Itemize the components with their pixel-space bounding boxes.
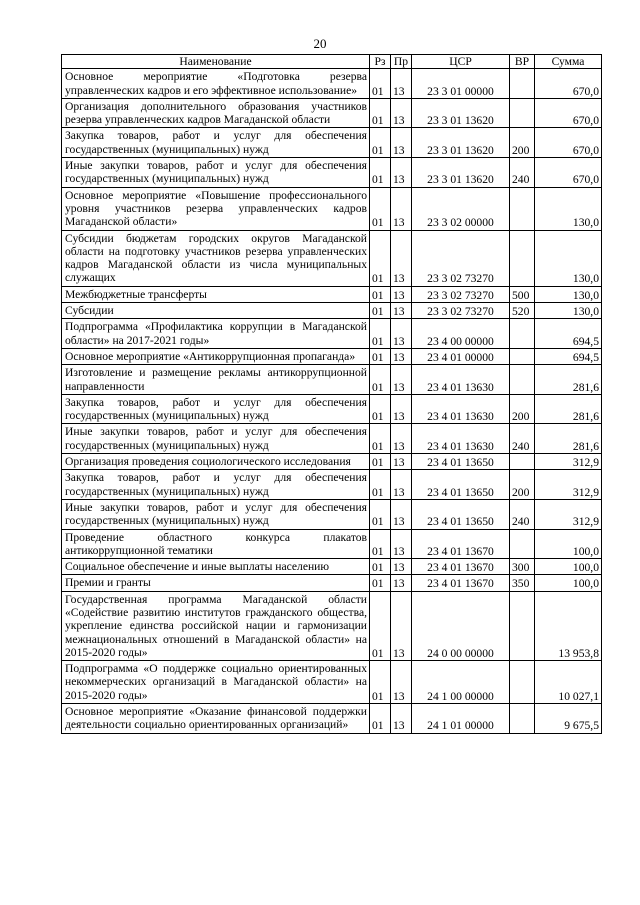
table-row — [62, 69, 602, 99]
row-name-cell: Закупка товаров, работ и услуг для обеспечения государственных (муниципальных) нужд — [62, 128, 370, 158]
row-csr-cell: 24 1 00 00000 — [412, 661, 510, 704]
header-row — [62, 55, 602, 69]
row-vr-cell — [510, 230, 535, 286]
table-row — [62, 529, 602, 559]
header-name: Наименование — [62, 55, 370, 69]
row-vr-cell — [510, 69, 535, 99]
header-sum: Сумма — [535, 55, 602, 69]
row-vr-cell — [510, 365, 535, 395]
header-rz: Рз — [370, 55, 391, 69]
row-name-cell: Иные закупки товаров, работ и услуг для обеспечения государственных (муниципальных) нужд — [62, 158, 370, 188]
header-csr: ЦСР — [412, 55, 510, 69]
header-vr: ВР — [510, 55, 535, 69]
row-name-cell: Межбюджетные трансферты — [62, 286, 370, 302]
row-csr-cell: 23 4 01 13670 — [412, 529, 510, 559]
row-pr-cell: 13 — [391, 591, 412, 660]
table-row — [62, 303, 602, 319]
row-rz-cell: 01 — [370, 529, 391, 559]
row-sum-cell: 312,9 — [535, 454, 602, 470]
table-row — [62, 128, 602, 158]
row-name-cell: Основное мероприятие «Подготовка резерва управленческих кадров и его эффективное использование» — [62, 69, 370, 99]
row-pr-cell: 13 — [391, 98, 412, 128]
row-vr-cell: 300 — [510, 559, 535, 575]
row-rz-cell: 01 — [370, 470, 391, 500]
table-row — [62, 559, 602, 575]
row-name-cell: Иные закупки товаров, работ и услуг для обеспечения государственных (муниципальных) нужд — [62, 424, 370, 454]
table-row — [62, 499, 602, 529]
row-sum-cell: 670,0 — [535, 98, 602, 128]
header-pr: Пр — [391, 55, 412, 69]
row-vr-cell — [510, 704, 535, 734]
row-csr-cell: 23 4 01 13650 — [412, 499, 510, 529]
row-pr-cell: 13 — [391, 661, 412, 704]
row-pr-cell: 13 — [391, 158, 412, 188]
row-sum-cell: 694,5 — [535, 319, 602, 349]
row-vr-cell: 200 — [510, 394, 535, 424]
row-sum-cell: 130,0 — [535, 286, 602, 302]
row-csr-cell: 23 4 01 13650 — [412, 454, 510, 470]
row-vr-cell: 240 — [510, 499, 535, 529]
table-row — [62, 704, 602, 734]
row-name-cell: Основное мероприятие «Оказание финансовой поддержки деятельности социально ориентированных организаций» — [62, 704, 370, 734]
row-pr-cell: 13 — [391, 319, 412, 349]
row-name-cell: Иные закупки товаров, работ и услуг для обеспечения государственных (муниципальных) нужд — [62, 499, 370, 529]
row-csr-cell: 23 3 01 00000 — [412, 69, 510, 99]
row-name-cell: Подпрограмма «О поддержке социально ориентированных некоммерческих организаций в Магаданской области» на 2015-2020 годы» — [62, 661, 370, 704]
table-header — [62, 55, 602, 69]
row-vr-cell: 200 — [510, 128, 535, 158]
row-sum-cell: 670,0 — [535, 158, 602, 188]
row-vr-cell — [510, 319, 535, 349]
row-csr-cell: 23 4 01 13630 — [412, 394, 510, 424]
row-sum-cell: 670,0 — [535, 128, 602, 158]
row-sum-cell: 281,6 — [535, 394, 602, 424]
row-rz-cell: 01 — [370, 158, 391, 188]
row-csr-cell: 23 4 01 13630 — [412, 365, 510, 395]
row-pr-cell: 13 — [391, 365, 412, 395]
row-sum-cell: 130,0 — [535, 303, 602, 319]
table-row — [62, 319, 602, 349]
row-name-cell: Проведение областного конкурса плакатов антикоррупционной тематики — [62, 529, 370, 559]
row-pr-cell: 13 — [391, 559, 412, 575]
row-vr-cell — [510, 454, 535, 470]
row-name-cell: Социальное обеспечение и иные выплаты населению — [62, 559, 370, 575]
row-sum-cell: 9 675,5 — [535, 704, 602, 734]
row-name-cell: Премии и гранты — [62, 575, 370, 591]
row-vr-cell: 520 — [510, 303, 535, 319]
row-name-cell: Изготовление и размещение рекламы антикоррупционной направленности — [62, 365, 370, 395]
row-rz-cell: 01 — [370, 187, 391, 230]
page-number: 20 — [313, 36, 327, 51]
table-row — [62, 454, 602, 470]
row-sum-cell: 100,0 — [535, 559, 602, 575]
row-pr-cell: 13 — [391, 230, 412, 286]
table-row — [62, 286, 602, 302]
row-rz-cell: 01 — [370, 559, 391, 575]
row-rz-cell: 01 — [370, 365, 391, 395]
row-pr-cell: 13 — [391, 704, 412, 734]
row-name-cell: Подпрограмма «Профилактика коррупции в Магаданской области» на 2017-2021 годы» — [62, 319, 370, 349]
row-vr-cell — [510, 348, 535, 364]
row-pr-cell: 13 — [391, 303, 412, 319]
row-csr-cell: 23 3 02 00000 — [412, 187, 510, 230]
table-row — [62, 470, 602, 500]
row-rz-cell: 01 — [370, 394, 391, 424]
row-csr-cell: 23 4 01 13630 — [412, 424, 510, 454]
row-rz-cell: 01 — [370, 575, 391, 591]
row-sum-cell: 130,0 — [535, 187, 602, 230]
row-sum-cell: 281,6 — [535, 365, 602, 395]
row-vr-cell: 350 — [510, 575, 535, 591]
row-rz-cell: 01 — [370, 319, 391, 349]
row-pr-cell: 13 — [391, 348, 412, 364]
row-sum-cell: 694,5 — [535, 348, 602, 364]
row-sum-cell: 100,0 — [535, 529, 602, 559]
row-name-cell: Основное мероприятие «Антикоррупционная пропаганда» — [62, 348, 370, 364]
row-csr-cell: 23 4 01 13650 — [412, 470, 510, 500]
row-csr-cell: 24 1 01 00000 — [412, 704, 510, 734]
row-rz-cell: 01 — [370, 98, 391, 128]
table-row — [62, 661, 602, 704]
row-csr-cell: 23 3 01 13620 — [412, 158, 510, 188]
row-name-cell: Организация дополнительного образования участников резерва управленческих кадров Магаданской области — [62, 98, 370, 128]
row-pr-cell: 13 — [391, 470, 412, 500]
row-sum-cell: 670,0 — [535, 69, 602, 99]
row-vr-cell — [510, 661, 535, 704]
row-csr-cell: 23 4 01 00000 — [412, 348, 510, 364]
row-csr-cell: 23 4 00 00000 — [412, 319, 510, 349]
table-row — [62, 394, 602, 424]
row-rz-cell: 01 — [370, 69, 391, 99]
table-row — [62, 348, 602, 364]
row-rz-cell: 01 — [370, 704, 391, 734]
row-rz-cell: 01 — [370, 230, 391, 286]
row-name-cell: Закупка товаров, работ и услуг для обеспечения государственных (муниципальных) нужд — [62, 470, 370, 500]
row-pr-cell: 13 — [391, 529, 412, 559]
table-row — [62, 98, 602, 128]
budget-table — [61, 54, 602, 734]
table-row — [62, 424, 602, 454]
row-vr-cell — [510, 98, 535, 128]
row-pr-cell: 13 — [391, 454, 412, 470]
row-pr-cell: 13 — [391, 499, 412, 529]
row-vr-cell — [510, 591, 535, 660]
row-csr-cell: 23 3 01 13620 — [412, 98, 510, 128]
row-rz-cell: 01 — [370, 286, 391, 302]
row-vr-cell — [510, 187, 535, 230]
row-sum-cell: 312,9 — [535, 499, 602, 529]
table-row — [62, 187, 602, 230]
row-csr-cell: 23 3 01 13620 — [412, 128, 510, 158]
row-sum-cell: 13 953,8 — [535, 591, 602, 660]
table-row — [62, 158, 602, 188]
row-pr-cell: 13 — [391, 394, 412, 424]
table-body — [62, 69, 602, 733]
row-name-cell: Субсидии бюджетам городских округов Магаданской области на подготовку участников резерва управленческих кадров Магаданской области из числа муниципальных служащих — [62, 230, 370, 286]
row-pr-cell: 13 — [391, 128, 412, 158]
row-csr-cell: 23 4 01 13670 — [412, 559, 510, 575]
row-pr-cell: 13 — [391, 424, 412, 454]
row-csr-cell: 23 3 02 73270 — [412, 303, 510, 319]
row-sum-cell: 10 027,1 — [535, 661, 602, 704]
row-vr-cell: 200 — [510, 470, 535, 500]
row-pr-cell: 13 — [391, 187, 412, 230]
row-sum-cell: 130,0 — [535, 230, 602, 286]
row-vr-cell — [510, 529, 535, 559]
row-rz-cell: 01 — [370, 424, 391, 454]
row-csr-cell: 24 0 00 00000 — [412, 591, 510, 660]
row-rz-cell: 01 — [370, 591, 391, 660]
row-vr-cell: 240 — [510, 158, 535, 188]
row-csr-cell: 23 4 01 13670 — [412, 575, 510, 591]
row-pr-cell: 13 — [391, 69, 412, 99]
row-rz-cell: 01 — [370, 348, 391, 364]
row-sum-cell: 312,9 — [535, 470, 602, 500]
row-pr-cell: 13 — [391, 286, 412, 302]
row-pr-cell: 13 — [391, 575, 412, 591]
row-vr-cell: 500 — [510, 286, 535, 302]
row-name-cell: Закупка товаров, работ и услуг для обеспечения государственных (муниципальных) нужд — [62, 394, 370, 424]
row-sum-cell: 100,0 — [535, 575, 602, 591]
row-name-cell: Государственная программа Магаданской области «Содействие развитию институтов гражданского общества, укрепление единства российской нации и гармонизации межнациональных отношений в Магаданской области» на 2015-2020 годы» — [62, 591, 370, 660]
row-name-cell: Основное мероприятие «Повышение профессионального уровня участников резерва управленческих кадров Магаданской области» — [62, 187, 370, 230]
row-name-cell: Субсидии — [62, 303, 370, 319]
row-csr-cell: 23 3 02 73270 — [412, 230, 510, 286]
table-row — [62, 230, 602, 286]
row-rz-cell: 01 — [370, 499, 391, 529]
row-rz-cell: 01 — [370, 128, 391, 158]
row-csr-cell: 23 3 02 73270 — [412, 286, 510, 302]
row-rz-cell: 01 — [370, 303, 391, 319]
row-sum-cell: 281,6 — [535, 424, 602, 454]
row-name-cell: Организация проведения социологического исследования — [62, 454, 370, 470]
table-row — [62, 365, 602, 395]
row-vr-cell: 240 — [510, 424, 535, 454]
row-rz-cell: 01 — [370, 454, 391, 470]
row-rz-cell: 01 — [370, 661, 391, 704]
table-row — [62, 591, 602, 660]
table-row — [62, 575, 602, 591]
